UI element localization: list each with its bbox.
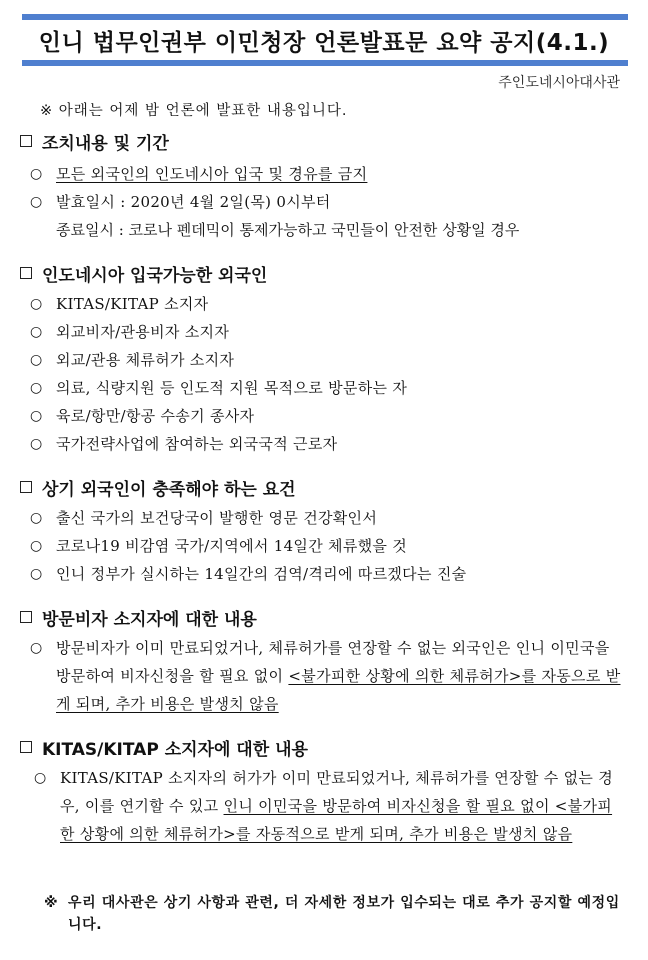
item-text: 방문비자가 이미 만료되었거나, 체류허가를 연장할 수 없는 외국인은 인니 이민국을 방문하여 비자신청을 할 필요 없이 xyxy=(56,639,610,685)
checkbox-icon xyxy=(20,611,32,623)
list-item xyxy=(20,532,630,560)
section-measures xyxy=(20,128,630,244)
section-requirements xyxy=(20,474,630,588)
section-heading-text: 인도네시아 입국가능한 외국인 xyxy=(42,265,268,286)
section-allowed-foreigners xyxy=(20,260,630,458)
footer-text: 우리 대사관은 상기 사항과 관련, 더 자세한 정보가 입수되는 대로 추가 공지할 예정입니다. xyxy=(68,895,620,933)
section-heading xyxy=(20,260,630,286)
circle-bullet-icon: ○ xyxy=(30,194,43,210)
checkbox-icon xyxy=(20,135,32,147)
checkbox-icon xyxy=(20,741,32,753)
item-text: 발효일시 : 2020년 4월 2일(목) 0시부터 xyxy=(56,193,331,211)
section-heading xyxy=(20,128,630,154)
list-item xyxy=(20,160,630,188)
item-text: KITAS/KITAP 소지자의 허가가 이미 만료되었거나, 체류허가를 연장할 수 없는 경우, 이를 연기할 수 있고 xyxy=(60,769,614,815)
section-heading xyxy=(20,474,630,500)
section-visit-visa xyxy=(20,604,630,718)
item-text: 외교비자/관용비자 소지자 xyxy=(56,323,230,341)
item-text-underlined: <불가피한 상황에 의한 체류허가>를 자동으로 받게 되며, 추가 비용은 발생치 않음 xyxy=(56,667,621,713)
item-text: 국가전략사업에 참여하는 외국국적 근로자 xyxy=(56,435,338,453)
item-text: KITAS/KITAP 소지자 xyxy=(56,295,209,313)
circle-bullet-icon: ○ xyxy=(30,296,43,312)
title-bottom-bar xyxy=(22,60,628,66)
section-kitas-kitap xyxy=(20,734,630,848)
list-item xyxy=(20,764,630,848)
checkbox-icon xyxy=(20,481,32,493)
item-text: 외교/관용 체류허가 소지자 xyxy=(56,351,235,369)
list-item xyxy=(20,290,630,318)
item-text: 인니 정부가 실시하는 14일간의 검역/격리에 따르겠다는 진술 xyxy=(56,565,467,583)
circle-bullet-icon: ○ xyxy=(30,408,43,424)
end-date-line: 종료일시 : 코로나 펜데믹이 통제가능하고 국민들이 안전한 상황일 경우 xyxy=(56,221,520,239)
list-item xyxy=(20,504,630,532)
footer-note xyxy=(44,892,624,936)
item-text: 육로/항만/항공 수송기 종사자 xyxy=(56,407,255,425)
section-heading xyxy=(20,734,630,760)
list-item xyxy=(20,188,630,216)
circle-bullet-icon: ○ xyxy=(30,566,43,582)
section-heading-text: 상기 외국인이 충족해야 하는 요건 xyxy=(42,479,296,500)
list-item xyxy=(20,430,630,458)
circle-bullet-icon: ○ xyxy=(30,640,43,656)
list-item xyxy=(20,346,630,374)
circle-bullet-icon: ○ xyxy=(30,510,43,526)
item-text: 코로나19 비감염 국가/지역에서 14일간 체류했을 것 xyxy=(56,537,408,555)
intro-note: ※ 아래는 어제 밤 언론에 발표한 내용입니다. xyxy=(40,103,348,119)
circle-bullet-icon: ○ xyxy=(30,352,43,368)
checkbox-icon xyxy=(20,267,32,279)
page-title: 인니 법무인권부 이민청장 언론발표문 요약 공지(4.1.) xyxy=(38,30,610,56)
item-text-underlined: 인니 이민국을 방문하여 비자신청을 할 필요 없이 <불가피한 상황에 의한 체류허가>를 자동적으로 받게 되며, 추가 비용은 발생치 않음 xyxy=(60,797,613,843)
section-heading xyxy=(20,604,630,630)
circle-bullet-icon: ○ xyxy=(30,436,43,452)
section-heading-text: 방문비자 소지자에 대한 내용 xyxy=(42,609,257,630)
list-item xyxy=(20,634,630,718)
circle-bullet-icon: ○ xyxy=(30,324,43,340)
list-item xyxy=(20,318,630,346)
item-text: 모든 외국인의 인도네시아 입국 및 경유를 금지 xyxy=(56,165,368,183)
section-heading-text: KITAS/KITAP 소지자에 대한 내용 xyxy=(42,739,308,760)
title-top-bar xyxy=(22,14,628,20)
circle-bullet-icon: ○ xyxy=(34,770,47,786)
circle-bullet-icon: ○ xyxy=(30,538,43,554)
embassy-name: 주인도네시아대사관 xyxy=(498,75,620,91)
list-item xyxy=(20,560,630,588)
item-text: 의료, 식량지원 등 인도적 지원 목적으로 방문하는 자 xyxy=(56,379,408,397)
reference-mark-icon: ※ xyxy=(44,895,59,911)
section-heading-text: 조치내용 및 기간 xyxy=(42,133,169,154)
list-item xyxy=(20,374,630,402)
item-text: 출신 국가의 보건당국이 발행한 영문 건강확인서 xyxy=(56,509,378,527)
list-item xyxy=(20,402,630,430)
circle-bullet-icon: ○ xyxy=(30,380,43,396)
circle-bullet-icon: ○ xyxy=(30,166,43,182)
